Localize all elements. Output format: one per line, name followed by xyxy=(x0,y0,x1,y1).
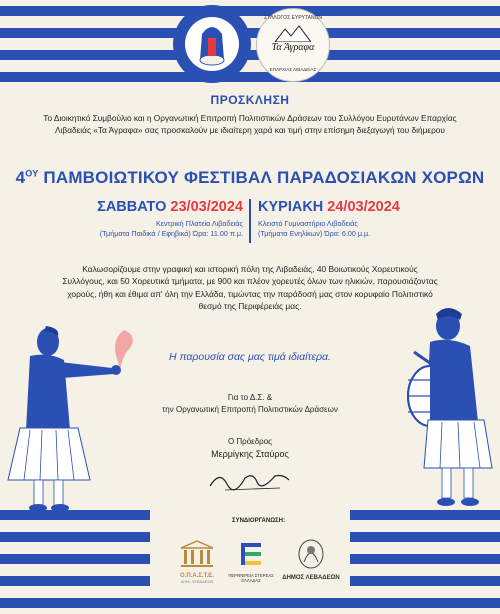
day-sunday xyxy=(258,199,428,239)
day-date: 23/03/2024 xyxy=(170,199,243,215)
president-name: Μερμίγκης Σταύρος xyxy=(211,449,289,459)
festival-name: ΠΑΜΒΟΙΩΤΙΚΟΥ ΦΕΣΤΙΒΑΛ ΠΑΡΑΔΟΣΙΑΚΩΝ ΧΟΡΩΝ xyxy=(38,168,485,187)
day-detail: (Τμήματα Ενηλίκων) Ώρα: 6.00 μ.μ. xyxy=(258,229,371,238)
invitation-title: ΠΡΟΣΚΛΗΣΗ xyxy=(210,93,290,107)
stripe xyxy=(0,510,150,520)
festival-ordinal: ΟΥ xyxy=(25,168,39,179)
stripe xyxy=(350,510,500,520)
stripe xyxy=(350,576,500,586)
president-block xyxy=(0,435,500,461)
festival-number: 4 xyxy=(15,168,26,187)
stripe xyxy=(0,576,150,586)
sponsor-municipality xyxy=(280,538,342,581)
stripe xyxy=(350,554,500,564)
stripe xyxy=(0,532,150,542)
day-date: 24/03/2024 xyxy=(327,199,400,215)
day-saturday xyxy=(88,199,243,239)
logo-right-top: ΣΥΛΛΟΓΟΣ ΕΥΡΥΤΑΝΩΝ xyxy=(264,15,322,21)
signature-block xyxy=(0,392,500,416)
day-venue: Κλειστό Γυμναστήριο Λιβαδειάς xyxy=(258,219,358,228)
opaste-sub: ΔΗΜ. ΛΕΒΑΔΕΩΝ xyxy=(180,579,214,584)
opaste-name: Ο.Π.Α.Σ.Τ.Ε. xyxy=(180,573,214,579)
columns-icon xyxy=(179,540,215,568)
day-divider xyxy=(249,199,251,243)
region-name: ΠΕΡΙΦΕΡΕΙΑ ΣΤΕΡΕΑΣ ΕΛΛΑΔΑΣ xyxy=(228,573,274,583)
municipality-name: ΔΗΜΟΣ ΛΕΒΑΔΕΩΝ xyxy=(282,575,340,581)
club-logo-left xyxy=(172,4,252,84)
sign-line-1: Για το Δ.Σ. & xyxy=(227,393,273,402)
sponsor-region xyxy=(226,540,276,583)
day-venue: Κεντρική Πλατεία Λιβαδειάς xyxy=(155,219,243,228)
invitation-intro: Το Διοικητικό Συμβούλιο και η Οργανωτική Επιτροπή Πολιτιστικών Δράσεων του Συλλόγου Ευρυτάνων Επαρχίας Λιβαδειάς «Τα Άγραφα» σας προσκαλούν με ιδιαίτερη χαρά και τιμή στην επίσημη διεξαγωγή του διήμερου xyxy=(43,113,457,135)
sponsor-opaste xyxy=(168,540,226,584)
sign-line-2: την Οργανωτική Επιτροπή Πολιτιστικών Δράσεων xyxy=(162,405,338,414)
logo-right-name: Τα Άγραφα xyxy=(271,42,315,53)
presence-message: Η παρουσία σας μας τιμά ιδιαίτερα. xyxy=(169,351,331,363)
festival-title xyxy=(0,168,500,188)
stripe xyxy=(350,532,500,542)
sponsors-label: ΣΥΝΔΙΟΡΓΑΝΩΣΗ: xyxy=(232,518,285,524)
president-role: Ο Πρόεδρος xyxy=(227,437,273,446)
stripe xyxy=(0,598,500,608)
day-detail: (Τμήματα Παιδικά / Εφηβικά) Ώρα: 11.00 π.μ. xyxy=(99,229,243,238)
day-label: ΚΥΡΙΑΚΗ xyxy=(258,199,328,215)
municipality-crest-icon xyxy=(294,538,328,570)
body-text: Καλωσορίζουμε στην γραφική και ιστορική πόλη της Λιβαδειάς, 40 Βοιωτικούς Χορευτικούς Συλλόγους, και 50 Χορευτικά τμήματα, με 900 και πλέον χορευτές όλων των ηλικιών, παρουσιάζοντας χορούς, ήθη και έθιμα απ' όλη την Ελλάδα, τιμώντας την παράδοσή μας στον κορυφαίο Πολιτιστικό θεσμό της Περιφέρειάς μας. xyxy=(62,264,438,312)
club-logo-right xyxy=(256,8,330,82)
mountain-icon xyxy=(275,24,311,42)
day-label: ΣΑΒΒΑΤΟ xyxy=(97,199,171,215)
logo-right-bottom: ΕΠΑΡΧΙΑΣ ΛΙΒΑΔΕΙΑΣ xyxy=(269,67,317,72)
stripe xyxy=(0,554,150,564)
region-logo-icon xyxy=(237,540,265,568)
signature-scribble xyxy=(205,466,295,494)
